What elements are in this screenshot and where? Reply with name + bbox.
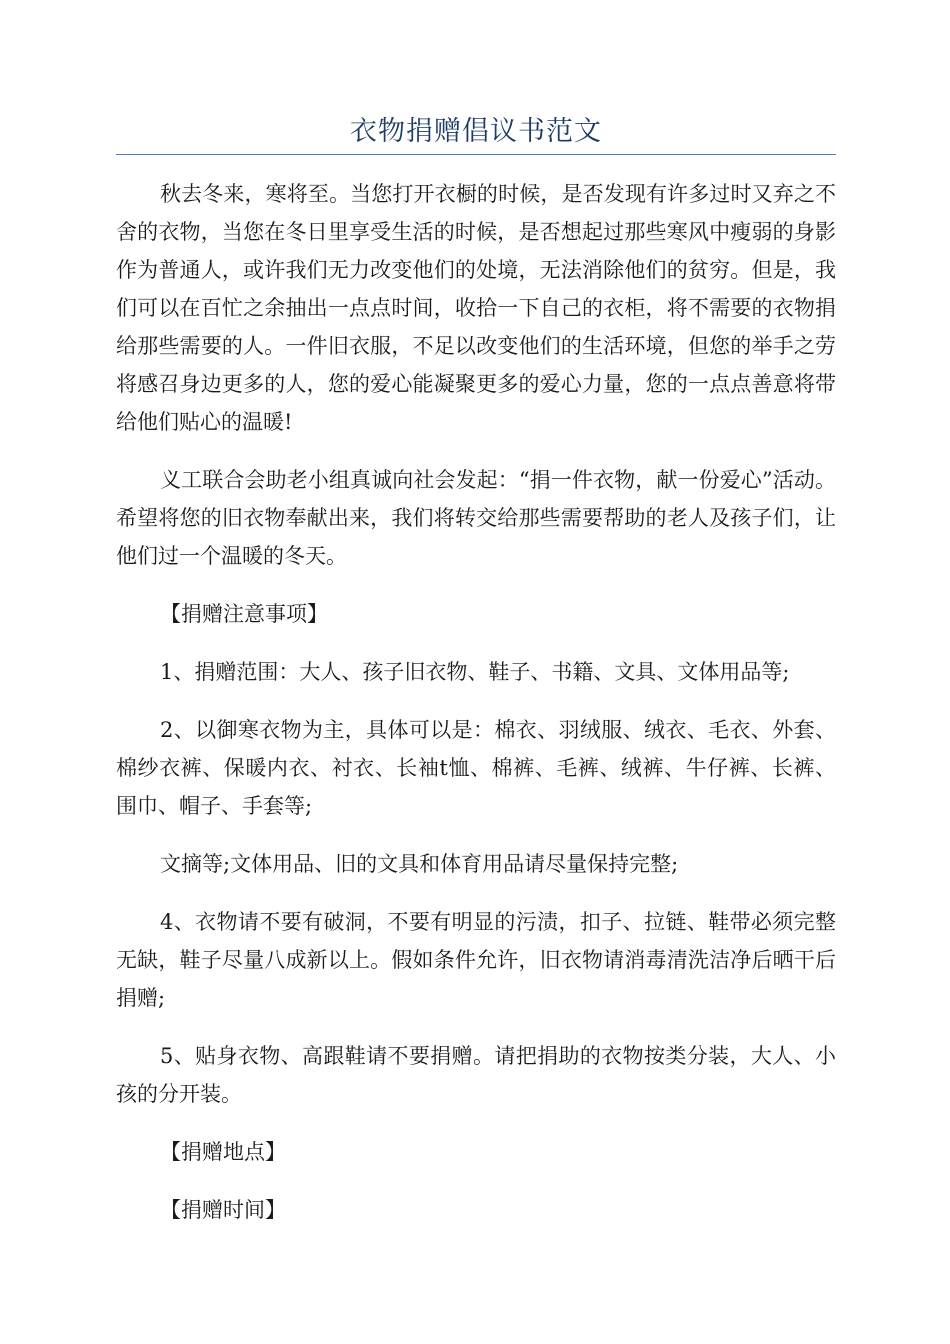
initiative-paragraph: 义工联合会助老小组真诚向社会发起：“捐一件衣物，献一份爱心”活动。希望将您的旧衣物奉献出来，我们将转交给那些需要帮助的老人及孩子们，让他们过一个温暖的冬天。 (116, 468, 836, 568)
title-underline (116, 154, 836, 155)
time-heading: 【捐赠时间】 (160, 1198, 286, 1222)
intro-paragraph: 秋去冬来，寒将至。当您打开衣橱的时候，是否发现有许多过时又弃之不舍的衣物，当您在冬日里享受生活的时候，是否想起过那些寒风中瘦弱的身影作为普通人，或许我们无力改变他们的处境，无法消除他们的贫穷。但是，我们可以在百忙之余抽出一点点时间，收拾一下自己的衣柜，将不需要的衣物捐给那些需要的人。一件旧衣服，不足以改变他们的生活环境，但您的举手之劳将感召身边更多的人，您的爱心能凝聚更多的爱心力量，您的一点点善意将带给他们贴心的温暖! (116, 182, 836, 434)
notice-item-2: 2、以御寒衣物为主，具体可以是：棉衣、羽绒服、绒衣、毛衣、外套、棉纱衣裤、保暖内衣、衬衣、长袖t恤、棉裤、毛裤、绒裤、牛仔裤、长裤、围巾、帽子、手套等; (116, 718, 836, 818)
notice-item-1: 1、捐赠范围：大人、孩子旧衣物、鞋子、书籍、文具、文体用品等; (160, 660, 790, 684)
page-title: 衣物捐赠倡议书范文 (350, 116, 602, 147)
notice-heading: 【捐赠注意事项】 (160, 602, 328, 626)
document-body (116, 175, 836, 1249)
location-heading: 【捐赠地点】 (160, 1140, 286, 1164)
notice-item-3: 文摘等;文体用品、旧的文具和体育用品请尽量保持完整; (160, 852, 679, 876)
notice-item-4: 4、衣物请不要有破洞，不要有明显的污渍，扣子、拉链、鞋带必须完整无缺，鞋子尽量八成新以上。假如条件允许，旧衣物请消毒清洗洁净后晒干后捐赠; (116, 910, 836, 1010)
notice-item-5: 5、贴身衣物、高跟鞋请不要捐赠。请把捐助的衣物按类分装，大人、小孩的分开装。 (116, 1044, 836, 1106)
